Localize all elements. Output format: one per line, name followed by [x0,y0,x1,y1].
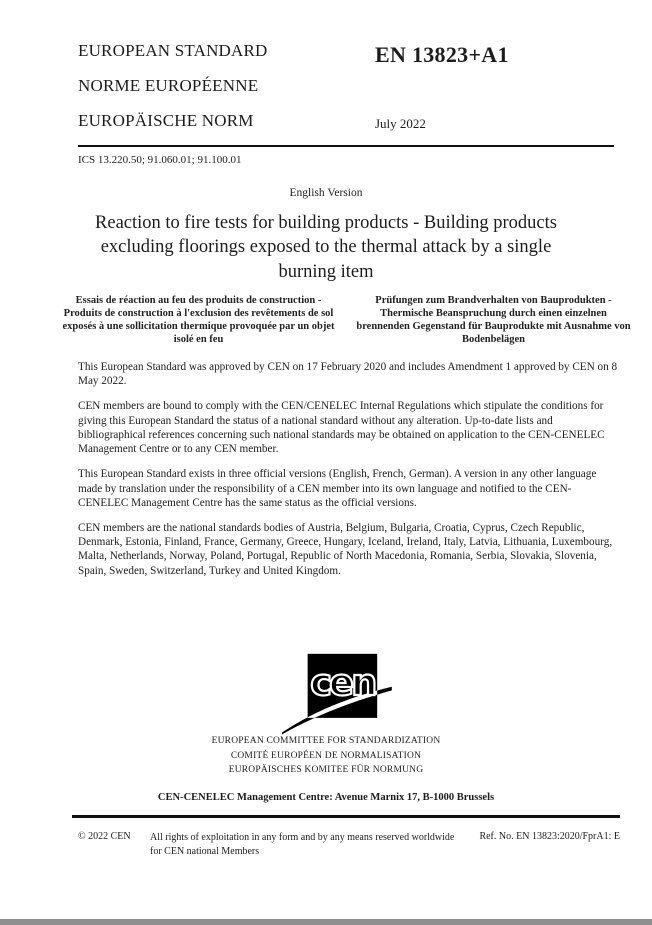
standard-number: EN 13823+A1 [375,42,509,67]
paragraph-versions: This European Standard exists in three official versions (English, French, German). A version in any other language made by translation under the responsibility of a CEN member into its own language and notified to the CEN-CENELEC Management Centre has the same status as the official versions. [78,468,597,509]
standard-body-names [78,42,268,147]
standard-name-en: EUROPEAN STANDARD [78,41,268,60]
paragraph-members: CEN members are the national standards bodies of Austria, Belgium, Bulgaria, Croatia, Cyprus, Czech Republic, Denmark, Estonia, Finland, France, Germany, Greece, Hungary, Iceland, Ireland, Italy, Latvia, Lithuania, Luxembourg, Malta, Netherlands, Norway, Poland, Portugal, Republic of North Macedonia, Romania, Serbia, Slovakia, Slovenia, Spain, Sweden, Switzerland, Turkey and United Kingdom. [78,521,613,577]
document-title-french: Essais de réaction au feu des produits de construction - Produits de construction à l'exclusion des revêtements de sol exposés à une sollicitation thermique provoquée par un objet isolé en feu [62,295,335,346]
rights-statement: All rights of exploitation in any form and by any means reserved worldwide for CEN national Members [150,832,455,857]
publication-date: July 2022 [375,116,426,131]
logo-text: cen [310,661,375,704]
paragraph-regulations: CEN members are bound to comply with the CEN/CENELEC Internal Regulations which stipulate the conditions for giving this European Standard the status of a national standard without any alteration. Up-to-date lists and bibliographical references concerning such national standards may be obtained on application to the CEN-CENELEC Management Centre or to any CEN member. [78,400,605,456]
management-centre-address: CEN-CENELEC Management Centre: Avenue Marnix 17, B-1000 Brussels [157,792,495,803]
committee-name-en: EUROPEAN COMMITTEE FOR STANDARDIZATION [211,736,441,746]
cen-logo [276,652,396,738]
document-title-german: Prüfungen zum Brandverhalten von Bauprodukten - Thermische Beanspruchung durch einen einzelnen brennenden Gegenstand für Bauprodukte mit Ausnahme von Bodenbelägen [356,295,631,346]
translated-titles [60,294,632,347]
standard-name-fr: NORME EUROPÉENNE [78,76,259,95]
document-title-english: Reaction to fire tests for building products - Building products excluding floorings exposed to the thermal attack by a single burning item [95,213,557,282]
reference-number: Ref. No. EN 13823:2020/FprA1: E [479,831,620,842]
committee-names [0,734,652,778]
ics-codes: ICS 13.220.50; 91.060.01; 91.100.01 [78,154,242,166]
page-edge-band [0,919,652,925]
header-divider [78,145,614,147]
standard-name-de: EUROPÄISCHE NORM [78,111,254,130]
committee-name-fr: COMITÉ EUROPÉEN DE NORMALISATION [230,750,422,761]
paragraph-approval: This European Standard was approved by CEN on 17 February 2020 and includes Amendment 1 approved by CEN on 8 May 2022. [78,361,618,388]
committee-name-de: EUROPÄISCHES KOMITEE FÜR NORMUNG [228,765,424,776]
footer-divider [72,815,620,818]
version-label: English Version [289,187,363,199]
foreword-paragraphs [78,360,621,589]
copyright-notice: © 2022 CEN [78,831,131,842]
